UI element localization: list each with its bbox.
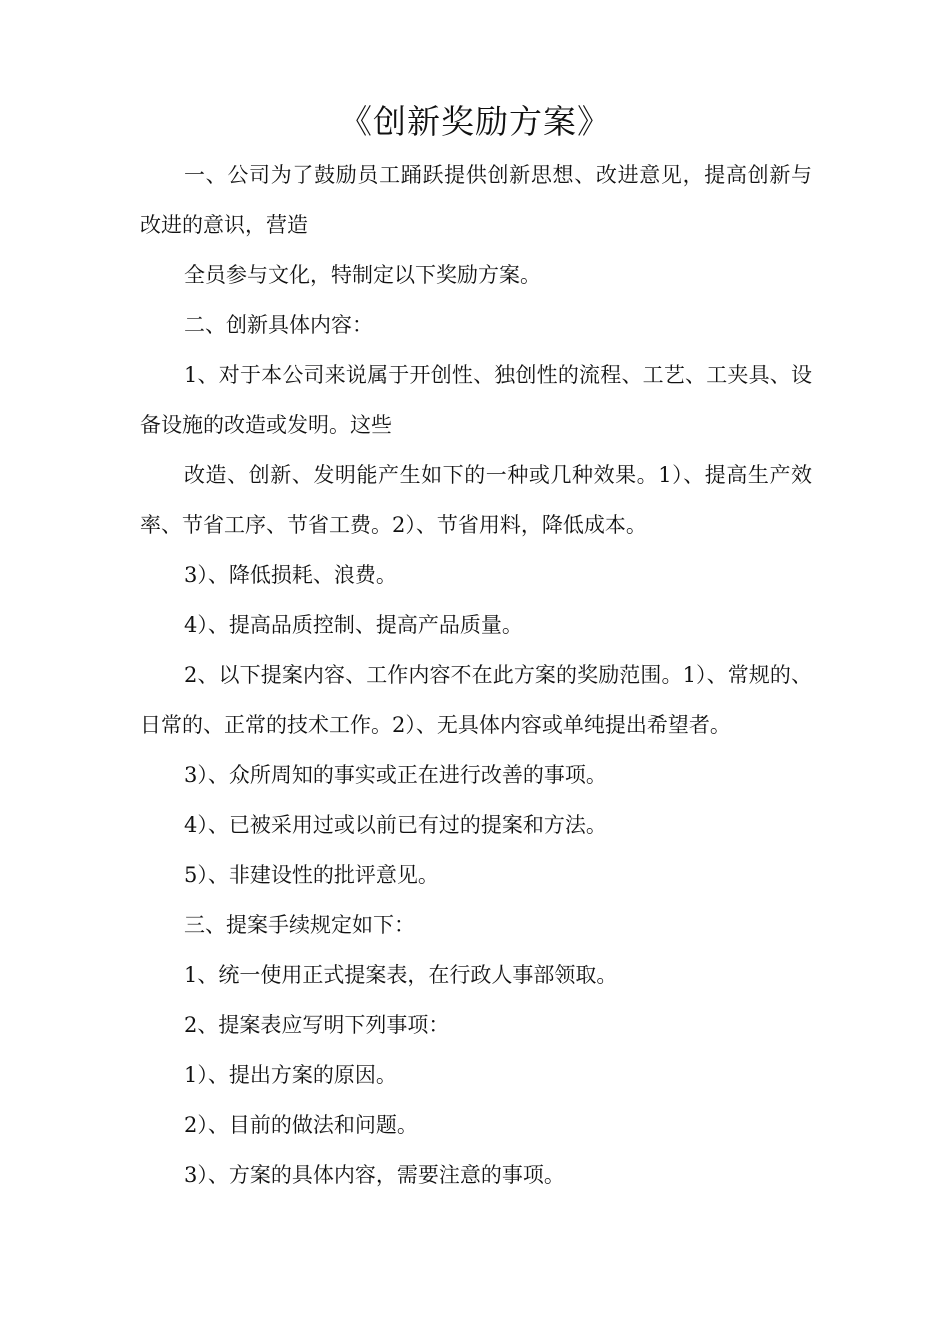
paragraph-14: 2、提案表应写明下列事项： xyxy=(184,1013,450,1037)
paragraph-1: 一、公司为了鼓励员工踊跃提供创新思想、改进意见，提高创新与改进的意识，营造 xyxy=(140,163,812,237)
paragraph-12: 三、提案手续规定如下： xyxy=(184,913,415,937)
paragraph-17: 3）、方案的具体内容，需要注意的事项。 xyxy=(184,1163,565,1187)
paragraph-3: 二、创新具体内容： xyxy=(184,313,373,337)
paragraph-13: 1、统一使用正式提案表，在行政人事部领取。 xyxy=(184,963,618,987)
paragraph-5: 改造、创新、发明能产生如下的一种或几种效果。1）、提高生产效率、节省工序、节省工费。2）、节省用料，降低成本。 xyxy=(140,463,812,537)
paragraph-9: 3）、众所周知的事实或正在进行改善的事项。 xyxy=(184,763,607,787)
paragraph-8: 2、以下提案内容、工作内容不在此方案的奖励范围。1）、常规的、日常的、正常的技术工作。2）、无具体内容或单纯提出希望者。 xyxy=(140,663,812,737)
paragraph-15: 1）、提出方案的原因。 xyxy=(184,1063,397,1087)
paragraph-11: 5）、非建设性的批评意见。 xyxy=(184,863,439,887)
paragraph-2: 全员参与文化，特制定以下奖励方案。 xyxy=(184,263,541,287)
document-body xyxy=(140,150,812,1200)
document-title: 《创新奖励方案》 xyxy=(339,102,611,141)
paragraph-4: 1、对于本公司来说属于开创性、独创性的流程、工艺、工夹具、设备设施的改造或发明。这些 xyxy=(140,363,812,437)
paragraph-7: 4）、提高品质控制、提高产品质量。 xyxy=(184,613,523,637)
paragraph-16: 2）、目前的做法和问题。 xyxy=(184,1113,418,1137)
paragraph-10: 4）、已被采用过或以前已有过的提案和方法。 xyxy=(184,813,607,837)
paragraph-6: 3）、降低损耗、浪费。 xyxy=(184,563,397,587)
